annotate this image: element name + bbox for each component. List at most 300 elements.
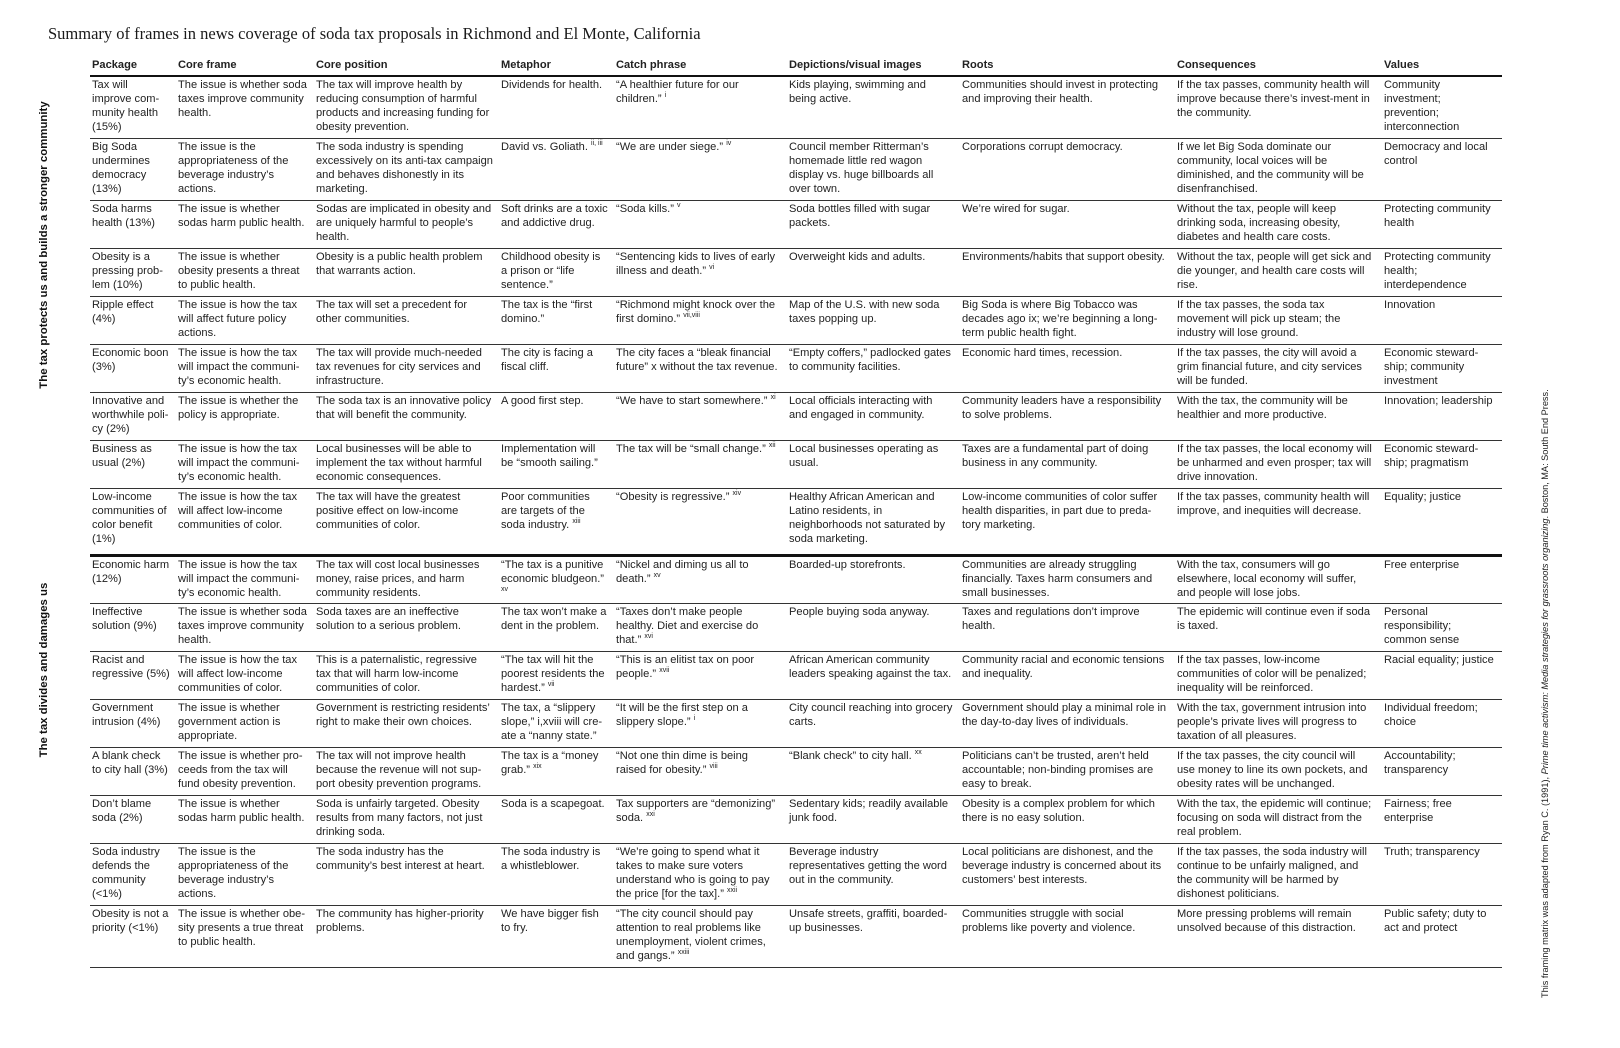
consequences-cell: [1175, 248, 1382, 296]
values-text: Economic steward-ship; pragmatism: [1384, 442, 1479, 469]
core-position-cell: [314, 651, 499, 699]
col-header-catch-phrase: Catch phrase: [614, 56, 787, 76]
core-frame-text: The issue is how the tax will affect future policy actions.: [178, 298, 298, 339]
framing-matrix-table: [90, 56, 1502, 968]
catch-phrase-text: “The city council should pay attention to real problems like unemployment, violent crimes, and gangs.”: [616, 907, 766, 962]
roots-text: Taxes and regulations don’t improve health.: [962, 605, 1140, 632]
core-position-text: Obesity is a public health problem that warrants action.: [316, 250, 483, 277]
package-text: Innovative and worthwhile poli-cy (2%): [92, 394, 169, 435]
values-text: Accountability; transparency: [1384, 749, 1456, 776]
depictions-cell: [787, 138, 960, 200]
table-row: [90, 488, 1502, 555]
core-position-cell: [314, 392, 499, 440]
depictions-cell: [787, 392, 960, 440]
catch-phrase-text: The tax will be “small change.”: [616, 442, 766, 455]
package-cell: [90, 488, 176, 555]
core-position-cell: [314, 248, 499, 296]
metaphor-text: A good first step.: [501, 394, 584, 407]
catch-phrase-cell: [614, 795, 787, 843]
consequences-text: If the tax passes, the city council will use money to line its own pockets, and obesity rates will be unchanged.: [1177, 749, 1368, 790]
values-cell: [1382, 699, 1502, 747]
package-cell: [90, 440, 176, 488]
core-position-text: The tax will provide much-needed tax revenues for city services and infrastructure.: [316, 346, 482, 387]
values-text: Personal responsibility; common sense: [1384, 605, 1460, 646]
metaphor-text: “The tax is a punitive economic bludgeon.”: [501, 558, 604, 585]
table-row: [90, 392, 1502, 440]
catch-phrase-cell: [614, 603, 787, 651]
depictions-cell: [787, 488, 960, 555]
consequences-cell: [1175, 795, 1382, 843]
core-position-text: The tax will not improve health because the revenue will not sup-port obesity prevention programs.: [316, 749, 482, 790]
roots-text: Low-income communities of color suffer health disparities, in part due to preda-tory marketing.: [962, 490, 1158, 531]
values-text: Equality; justice: [1384, 490, 1462, 503]
values-cell: [1382, 392, 1502, 440]
core-position-cell: [314, 76, 499, 138]
consequences-text: If we let Big Soda dominate our community, local voices will be diminished, and the community will be disenfranchised.: [1177, 140, 1364, 195]
metaphor-cell: [499, 488, 614, 555]
package-text: A blank check to city hall (3%): [92, 749, 168, 776]
consequences-text: If the tax passes, the local economy will be unharmed and even prosper; tax will drive innovation.: [1177, 442, 1372, 483]
metaphor-cell: [499, 296, 614, 344]
catch-phrase-text: The city faces a “bleak financial future” x without the tax revenue.: [616, 346, 778, 373]
consequences-text: If the tax passes, the soda tax movement will pick up steam; the industry will lose ground.: [1177, 298, 1341, 339]
core-position-text: Government is restricting residents’ right to make their own choices.: [316, 701, 490, 728]
values-cell: [1382, 488, 1502, 555]
core-position-cell: [314, 200, 499, 248]
catch-phrase-text: “Nickel and diming us all to death.”: [616, 558, 749, 585]
catch-phrase-text: “Obesity is regressive.”: [616, 490, 730, 503]
footnote-ref: iv: [726, 139, 732, 147]
roots-cell: [960, 843, 1175, 905]
consequences-text: Without the tax, people will get sick and die younger, and health care costs will rise.: [1177, 250, 1372, 291]
core-frame-text: The issue is how the tax will impact the communi-ty’s economic health.: [178, 558, 300, 599]
catch-phrase-cell: [614, 440, 787, 488]
package-cell: [90, 747, 176, 795]
roots-text: Local politicians are dishonest, and the beverage industry is concerned about its customers’ best interests.: [962, 845, 1162, 886]
consequences-cell: [1175, 651, 1382, 699]
core-frame-text: The issue is how the tax will impact the communi-ty’s economic health.: [178, 442, 300, 483]
core-position-text: The soda industry is spending excessively on its anti-tax campaign and behaves dishonestly in its marketing.: [316, 140, 493, 195]
package-text: Ineffective solution (9%): [92, 605, 157, 632]
core-frame-cell: [176, 138, 314, 200]
core-frame-cell: [176, 440, 314, 488]
core-position-text: The tax will cost local businesses money, raise prices, and harm community residents.: [316, 558, 480, 599]
metaphor-cell: [499, 603, 614, 651]
consequences-cell: [1175, 603, 1382, 651]
core-frame-cell: [176, 603, 314, 651]
metaphor-cell: [499, 905, 614, 967]
depictions-cell: [787, 603, 960, 651]
table-row: [90, 248, 1502, 296]
footnote-ref: xxii: [727, 886, 738, 894]
depictions-cell: [787, 440, 960, 488]
col-header-metaphor: Metaphor: [499, 56, 614, 76]
depictions-text: City council reaching into grocery carts.: [789, 701, 953, 728]
consequences-text: More pressing problems will remain unsolved because of this distraction.: [1177, 907, 1356, 934]
catch-phrase-cell: [614, 843, 787, 905]
footnote-ref: xv: [653, 571, 661, 579]
consequences-text: If the tax passes, the city will avoid a grim financial future, and city services will be funded.: [1177, 346, 1362, 387]
consequences-cell: [1175, 138, 1382, 200]
consequences-text: With the tax, the community will be healthier and more productive.: [1177, 394, 1348, 421]
core-position-cell: [314, 440, 499, 488]
depictions-text: African American community leaders speaking against the tax.: [789, 653, 952, 680]
package-cell: [90, 296, 176, 344]
metaphor-cell: [499, 651, 614, 699]
core-frame-cell: [176, 843, 314, 905]
core-position-text: The tax will improve health by reducing consumption of harmful products and increasing funding for obesity prevention.: [316, 79, 490, 133]
package-text: Business as usual (2%): [92, 442, 152, 469]
header-row: [90, 56, 1502, 76]
depictions-cell: [787, 296, 960, 344]
consequences-text: The epidemic will continue even if soda is taxed.: [1177, 605, 1371, 632]
table-row: [90, 699, 1502, 747]
core-position-cell: [314, 344, 499, 392]
core-position-cell: [314, 843, 499, 905]
consequences-text: With the tax, consumers will go elsewhere, local economy will suffer, and people will lose jobs.: [1177, 558, 1357, 599]
roots-text: Corporations corrupt democracy.: [962, 140, 1123, 153]
core-frame-cell: [176, 651, 314, 699]
table-row: [90, 651, 1502, 699]
consequences-text: With the tax, the epidemic will continue; focusing on soda will distract from the real problem.: [1177, 797, 1372, 838]
metaphor-cell: [499, 795, 614, 843]
package-cell: [90, 248, 176, 296]
values-cell: [1382, 603, 1502, 651]
package-cell: [90, 603, 176, 651]
metaphor-text: The tax, a “slippery slope,” i,xviii will cre-ate a “nanny state.”: [501, 701, 603, 742]
package-text: Economic harm (12%): [92, 558, 170, 585]
roots-cell: [960, 795, 1175, 843]
roots-cell: [960, 747, 1175, 795]
depictions-text: “Blank check” to city hall.: [789, 749, 912, 762]
consequences-cell: [1175, 488, 1382, 555]
depictions-text: Beverage industry representatives getting the word out in the community.: [789, 845, 947, 886]
depictions-text: Overweight kids and adults.: [789, 250, 926, 263]
catch-phrase-cell: [614, 200, 787, 248]
table-row: [90, 200, 1502, 248]
core-frame-cell: [176, 392, 314, 440]
roots-cell: [960, 699, 1175, 747]
core-frame-text: The issue is how the tax will impact the communi-ty’s economic health.: [178, 346, 300, 387]
source-note-title: Prime time activism: Media strategies for grassroots organizing: [1540, 518, 1550, 775]
roots-text: We’re wired for sugar.: [962, 202, 1070, 215]
consequences-cell: [1175, 747, 1382, 795]
core-position-cell: [314, 555, 499, 603]
depictions-cell: [787, 76, 960, 138]
core-frame-text: The issue is how the tax will affect low-income communities of color.: [178, 490, 298, 531]
table-row: [90, 795, 1502, 843]
core-position-cell: [314, 488, 499, 555]
depictions-text: Sedentary kids; readily available junk food.: [789, 797, 949, 824]
col-header-consequences: Consequences: [1175, 56, 1382, 76]
depictions-text: Boarded-up storefronts.: [789, 558, 906, 571]
catch-phrase-text: “We are under siege.”: [616, 140, 724, 153]
package-cell: [90, 843, 176, 905]
catch-phrase-text: “This is an elitist tax on poor people.”: [616, 653, 755, 680]
roots-cell: [960, 344, 1175, 392]
values-cell: [1382, 200, 1502, 248]
metaphor-cell: [499, 200, 614, 248]
depictions-text: Soda bottles filled with sugar packets.: [789, 202, 931, 229]
depictions-text: Kids playing, swimming and being active.: [789, 79, 926, 105]
col-header-depictions: Depictions/visual images: [787, 56, 960, 76]
core-frame-text: The issue is the appropriateness of the beverage industry’s actions.: [178, 140, 289, 195]
depictions-text: Map of the U.S. with new soda taxes popping up.: [789, 298, 940, 325]
core-frame-cell: [176, 200, 314, 248]
roots-text: Economic hard times, recession.: [962, 346, 1123, 359]
catch-phrase-cell: [614, 651, 787, 699]
core-frame-text: The issue is how the tax will affect low-income communities of color.: [178, 653, 298, 694]
footnote-ref: i: [664, 92, 667, 99]
metaphor-text: The tax is the “first domino.”: [501, 298, 593, 325]
package-cell: [90, 344, 176, 392]
metaphor-text: Soft drinks are a toxic and addictive drug.: [501, 202, 608, 229]
roots-cell: [960, 296, 1175, 344]
values-text: Fairness; free enterprise: [1384, 797, 1452, 824]
metaphor-text: The city is facing a fiscal cliff.: [501, 346, 593, 373]
catch-phrase-text: “Sentencing kids to lives of early illness and death.”: [616, 250, 776, 277]
values-text: Community investment; prevention; interconnection: [1384, 79, 1460, 133]
table-row: [90, 440, 1502, 488]
core-frame-cell: [176, 488, 314, 555]
source-note-prefix: This framing matrix was adapted from Ryan C. (1991),: [1540, 774, 1550, 998]
core-frame-cell: [176, 747, 314, 795]
core-frame-cell: [176, 555, 314, 603]
values-cell: [1382, 651, 1502, 699]
metaphor-text: We have bigger fish to fry.: [501, 907, 599, 934]
depictions-cell: [787, 905, 960, 967]
table-row: [90, 138, 1502, 200]
roots-cell: [960, 488, 1175, 555]
catch-phrase-cell: [614, 76, 787, 138]
source-note-suffix: . Boston, MA: South End Press.: [1540, 389, 1550, 519]
depictions-cell: [787, 699, 960, 747]
package-text: Big Soda undermines democracy (13%): [92, 140, 150, 195]
depictions-cell: [787, 555, 960, 603]
metaphor-cell: [499, 440, 614, 488]
values-text: Racial equality; justice: [1384, 653, 1494, 666]
roots-text: Environments/habits that support obesity.: [962, 250, 1165, 263]
metaphor-cell: [499, 747, 614, 795]
catch-phrase-text: “A healthier future for our children.”: [616, 79, 739, 105]
core-position-cell: [314, 795, 499, 843]
depictions-text: Council member Ritterman’s homemade little red wagon display vs. huge billboards all over town.: [789, 140, 934, 195]
consequences-text: If the tax passes, the soda industry will continue to be unfairly maligned, and the community will be harmed by dishonest politicians.: [1177, 845, 1367, 900]
col-header-roots: Roots: [960, 56, 1175, 76]
metaphor-cell: [499, 248, 614, 296]
package-text: Don’t blame soda (2%): [92, 797, 152, 824]
core-position-text: Soda is unfairly targeted. Obesity results from many factors, not just drinking soda.: [316, 797, 483, 838]
group-label-divides: The tax divides and damages us: [38, 582, 50, 758]
package-text: Racist and regressive (5%): [92, 653, 170, 680]
footnote-ref: vi: [709, 263, 715, 271]
values-text: Truth; transparency: [1384, 845, 1480, 858]
package-cell: [90, 651, 176, 699]
values-cell: [1382, 555, 1502, 603]
roots-cell: [960, 392, 1175, 440]
table-row: [90, 843, 1502, 905]
metaphor-cell: [499, 344, 614, 392]
depictions-cell: [787, 795, 960, 843]
table-row: [90, 76, 1502, 138]
metaphor-text: Implementation will be “smooth sailing.”: [501, 442, 598, 469]
core-position-text: The community has higher-priority problems.: [316, 907, 484, 934]
catch-phrase-cell: [614, 747, 787, 795]
core-frame-cell: [176, 344, 314, 392]
depictions-text: Local businesses operating as usual.: [789, 442, 939, 469]
depictions-cell: [787, 843, 960, 905]
core-frame-text: The issue is whether pro-ceeds from the tax will fund obesity prevention.: [178, 749, 303, 790]
roots-text: Big Soda is where Big Tobacco was decades ago ix; we’re beginning a long-term public health fight.: [962, 298, 1158, 339]
package-text: Soda harms health (13%): [92, 202, 155, 229]
depictions-cell: [787, 344, 960, 392]
package-cell: [90, 392, 176, 440]
values-cell: [1382, 905, 1502, 967]
footnote-ref: xvi: [644, 632, 653, 640]
roots-text: Community racial and economic tensions and inequality.: [962, 653, 1165, 680]
package-text: Tax will improve com-munity health (15%): [92, 79, 160, 133]
roots-text: Community leaders have a responsibility to solve problems.: [962, 394, 1162, 421]
table-row: [90, 555, 1502, 603]
core-frame-text: The issue is the appropriateness of the beverage industry’s actions.: [178, 845, 289, 900]
footnote-ref: xvii: [659, 666, 670, 674]
consequences-text: Without the tax, people will keep drinking soda, increasing obesity, diabetes and health care costs.: [1177, 202, 1341, 243]
roots-cell: [960, 440, 1175, 488]
core-position-text: This is a paternalistic, regressive tax that will harm low-income communities of color.: [316, 653, 477, 694]
catch-phrase-cell: [614, 344, 787, 392]
catch-phrase-cell: [614, 555, 787, 603]
metaphor-text: “The tax will hit the poorest residents the hardest.”: [501, 653, 605, 694]
metaphor-text: Childhood obesity is a prison or “life sentence.”: [501, 250, 601, 291]
package-cell: [90, 795, 176, 843]
roots-cell: [960, 603, 1175, 651]
package-cell: [90, 905, 176, 967]
depictions-cell: [787, 248, 960, 296]
core-position-text: The tax will set a precedent for other communities.: [316, 298, 468, 325]
core-position-cell: [314, 905, 499, 967]
roots-text: Politicians can’t be trusted, aren’t held accountable; non-binding promises are easy to break.: [962, 749, 1154, 790]
values-cell: [1382, 138, 1502, 200]
footnote-ref: xxi: [646, 810, 655, 818]
core-frame-text: The issue is whether obesity presents a threat to public health.: [178, 250, 300, 291]
catch-phrase-cell: [614, 392, 787, 440]
depictions-cell: [787, 200, 960, 248]
core-frame-text: The issue is whether the policy is appropriate.: [178, 394, 299, 421]
values-text: Innovation: [1384, 298, 1436, 311]
core-frame-cell: [176, 248, 314, 296]
consequences-cell: [1175, 843, 1382, 905]
consequences-cell: [1175, 905, 1382, 967]
catch-phrase-cell: [614, 488, 787, 555]
depictions-cell: [787, 651, 960, 699]
footnote-ref: v: [677, 201, 681, 209]
consequences-text: If the tax passes, low-income communities of color will be penalized; inequality will be reinforced.: [1177, 653, 1367, 694]
values-text: Individual freedom; choice: [1384, 701, 1478, 728]
footnote-ref: xii: [768, 441, 776, 449]
catch-phrase-text: “We have to start somewhere.”: [616, 394, 768, 407]
consequences-cell: [1175, 76, 1382, 138]
catch-phrase-text: “Taxes don’t make people healthy. Diet and exercise do that.”: [616, 605, 759, 646]
depictions-text: Local officials interacting with and engaged in community.: [789, 394, 933, 421]
footnote-ref: ii, iii: [591, 139, 603, 147]
package-text: Low-income communities of color benefit (1%): [92, 490, 167, 545]
catch-phrase-cell: [614, 248, 787, 296]
core-position-cell: [314, 603, 499, 651]
package-text: Ripple effect (4%): [92, 298, 154, 325]
package-cell: [90, 76, 176, 138]
table-row: [90, 603, 1502, 651]
footnote-ref: vii,viii: [683, 311, 700, 319]
consequences-cell: [1175, 440, 1382, 488]
roots-cell: [960, 905, 1175, 967]
metaphor-text: Poor communities are targets of the soda industry.: [501, 490, 590, 531]
metaphor-text: The tax is a “money grab.”: [501, 749, 599, 776]
package-cell: [90, 699, 176, 747]
values-cell: [1382, 843, 1502, 905]
table-row: [90, 905, 1502, 967]
core-position-text: Local businesses will be able to implement the tax without harmful economic consequences.: [316, 442, 482, 483]
core-frame-cell: [176, 795, 314, 843]
core-frame-cell: [176, 76, 314, 138]
roots-text: Taxes are a fundamental part of doing business in any community.: [962, 442, 1149, 469]
values-cell: [1382, 795, 1502, 843]
core-position-text: The soda industry has the community’s best interest at heart.: [316, 845, 485, 872]
metaphor-cell: [499, 699, 614, 747]
col-header-core-frame: Core frame: [176, 56, 314, 76]
catch-phrase-text: “Soda kills.”: [616, 202, 674, 215]
catch-phrase-cell: [614, 138, 787, 200]
metaphor-text: Dividends for health.: [501, 79, 603, 91]
depictions-text: “Empty coffers,” padlocked gates to community facilities.: [789, 346, 951, 373]
roots-text: Government should play a minimal role in the day-to-day lives of individuals.: [962, 701, 1167, 728]
consequences-cell: [1175, 200, 1382, 248]
footnote-ref: xi: [770, 393, 776, 401]
roots-cell: [960, 76, 1175, 138]
table-row: [90, 747, 1502, 795]
footnote-ref: vii: [547, 680, 555, 688]
core-frame-cell: [176, 296, 314, 344]
source-note: [1540, 318, 1556, 998]
core-position-cell: [314, 747, 499, 795]
package-text: Soda industry defends the community (<1%): [92, 845, 160, 900]
values-text: Democracy and local control: [1384, 140, 1488, 167]
core-frame-text: The issue is whether government action is appropriate.: [178, 701, 281, 742]
values-cell: [1382, 296, 1502, 344]
values-cell: [1382, 747, 1502, 795]
footnote-ref: xiv: [732, 489, 742, 497]
metaphor-cell: [499, 843, 614, 905]
consequences-text: If the tax passes, community health will improve, and inequities will decrease.: [1177, 490, 1370, 517]
consequences-text: If the tax passes, community health will improve because there’s invest-ment in the community.: [1177, 79, 1370, 119]
roots-text: Communities struggle with social problems like poverty and violence.: [962, 907, 1136, 934]
metaphor-text: David vs. Goliath.: [501, 140, 588, 153]
package-text: Economic boon (3%): [92, 346, 169, 373]
package-cell: [90, 200, 176, 248]
values-text: Free enterprise: [1384, 558, 1460, 571]
metaphor-text: The soda industry is a whistleblower.: [501, 845, 601, 872]
catch-phrase-text: “It will be the first step on a slippery slope.”: [616, 701, 748, 728]
group-label-protects: The tax protects us and builds a stronger community: [38, 101, 50, 389]
metaphor-text: The tax won’t make a dent in the problem.: [501, 605, 607, 632]
core-frame-cell: [176, 905, 314, 967]
core-position-text: Sodas are implicated in obesity and are uniquely harmful to people’s health.: [316, 202, 492, 243]
col-header-values: Values: [1382, 56, 1502, 76]
roots-cell: [960, 651, 1175, 699]
package-text: Obesity is a pressing prob-lem (10%): [92, 250, 163, 291]
values-text: Protecting community health: [1384, 202, 1491, 229]
core-frame-text: The issue is whether sodas harm public health.: [178, 202, 305, 229]
metaphor-cell: [499, 555, 614, 603]
